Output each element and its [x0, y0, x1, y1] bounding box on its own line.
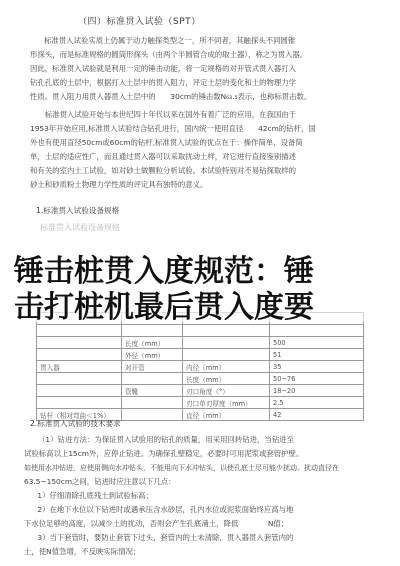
table-cell [37, 337, 122, 349]
table-cell [37, 397, 122, 409]
table-cell [37, 385, 122, 397]
table-cell: 刃口单刃厚度（mm） [183, 397, 270, 409]
body-line: 试验标高以上15cm外，应停止钻进。为确保孔壁稳定，必要时可用泥浆或套管护壁。 [24, 449, 304, 458]
intro-line: 单，土层的适应性广，而且通过贯入器可以采取扰动土样，对它进行直接鉴别描述 [30, 152, 297, 161]
table-cell [37, 349, 122, 361]
intro-line: 外也有使用直径50cm或60cm的钻杆,标准贯入试验的优点在于：操作简单，设备简 [30, 138, 303, 147]
table-caption: 标准贯入试验设备规格 [40, 223, 120, 232]
body-line: 下水位足够的高度，以减少土的扰动，否则会产生孔底涌土，降低 N值； [24, 519, 289, 528]
body-line: 如使用水冲钻进，应使用侧向水冲钻头，不能用向下水冲钻头，以使孔底土尽可能少扰动。扰动直径在 [24, 464, 339, 472]
table-cell [122, 409, 183, 421]
subsection-title-requirements: 2.标准贯入试验的技术要求 [30, 419, 121, 428]
table-cell [183, 325, 270, 337]
headline-line-2: 击打桩机最后贯入度要 [14, 290, 314, 325]
table-cell: 对开管 [122, 361, 183, 373]
table-row [37, 385, 364, 397]
equipment-spec-table [36, 312, 364, 421]
body-line: 2）在地下水位以下钻进时或遇承压含水砂层，孔内水位或泥浆面始终应高与地 [30, 505, 294, 514]
body-line: （1）钻进方法：为保证贯入试验用的钻孔的质量，用采用回转钻进，当钻进至 [38, 435, 294, 444]
table-cell: 长度（mm） [122, 337, 183, 349]
intro-line: 标准贯入试验实质上仍属于动力触探类型之一，所不同者，其触探头不同圆锥 [44, 36, 296, 45]
subsection-title-equipment: 1.标准贯入试验设备规格 [36, 206, 120, 215]
table-cell: 500 [270, 337, 364, 349]
section-title: （四）标准贯入试验（SPT） [78, 17, 201, 27]
table-cell [37, 373, 122, 385]
table-cell: 42 [270, 409, 364, 421]
table-row [37, 361, 364, 373]
body-line: 3）当下套管时，要防止套管下过头，套管内的土未清除，贯入器贯入套管内的 [30, 533, 294, 542]
table-cell [183, 349, 270, 361]
table-cell: 外径（mm） [122, 349, 183, 361]
table-cell: 长度（mm） [183, 373, 270, 385]
table-cell [37, 325, 122, 337]
table-cell: 35 [270, 361, 364, 373]
body-line: 1）仔细清除孔底残土到试验标高； [30, 491, 153, 500]
table-cell: 2.5 [270, 397, 364, 409]
table-cell [270, 325, 364, 337]
table-cell [122, 373, 183, 385]
intro-line: 和有关的室内土工试验，如对砂土做颗粒分析试验。本试验特别对不易钻探取样的 [30, 166, 297, 175]
table-cell: 18~20 [270, 385, 364, 397]
table-cell: 贯入器 [37, 361, 122, 373]
table-cell: 51 [270, 349, 364, 361]
table-cell: 直径（mm） [183, 409, 270, 421]
table-cell: 内径（mm） [183, 361, 270, 373]
table-cell [122, 325, 183, 337]
table-row [37, 397, 364, 409]
intro-line: 钻孔孔底的土层中，根据打入土层中的贯入阻力，评定土层的变化和土的物理力学 [30, 78, 297, 87]
intro-line: 因此，标准贯入试验就是利用一定的锤击动能，将一定规格的对开管式贯入器打入 [30, 64, 297, 73]
table-row [37, 373, 364, 385]
table-cell: 刃口角度（°） [183, 385, 270, 397]
table-cell: 钻杆（相对弯曲＜1%） [37, 409, 122, 421]
intro-line: 形探头，而是标准规格的圆筒形探头（由两个半圆管合成的取土器），称之为贯入器。 [30, 50, 308, 59]
table-cell [122, 397, 183, 409]
intro-line: 1953年开始应用,标准贯入试验结合钻孔进行，国内统一使用直径 42cm的钻杆，国 [30, 124, 316, 133]
table-cell: 管靴 [122, 385, 183, 397]
body-line: 土，使N值急增，不反映实际情况； [24, 547, 141, 556]
table-row [37, 325, 364, 337]
intro-line: 砂土和砂质粉土物理力学性质的评定具有独特的意义。 [30, 180, 208, 189]
table-cell: 50~76 [270, 373, 364, 385]
table-row [37, 349, 364, 361]
intro-line: 性质。贯入阻力用贯入器贯入土层中的 30cm的锤击数N₆₃.₅表示，也称标贯击数。 [30, 92, 312, 101]
table-row [37, 337, 364, 349]
intro-line: 标准贯入试验开始与本世纪四十年代以来在国外有着广泛的应用，在我国由于 [30, 110, 297, 119]
table-cell [183, 337, 270, 349]
body-line: 63.5~150cm之间，钻进时应注意以下几点： [24, 477, 176, 486]
headline-line-1: 锤击桩贯入度规范：锤 [14, 254, 314, 289]
